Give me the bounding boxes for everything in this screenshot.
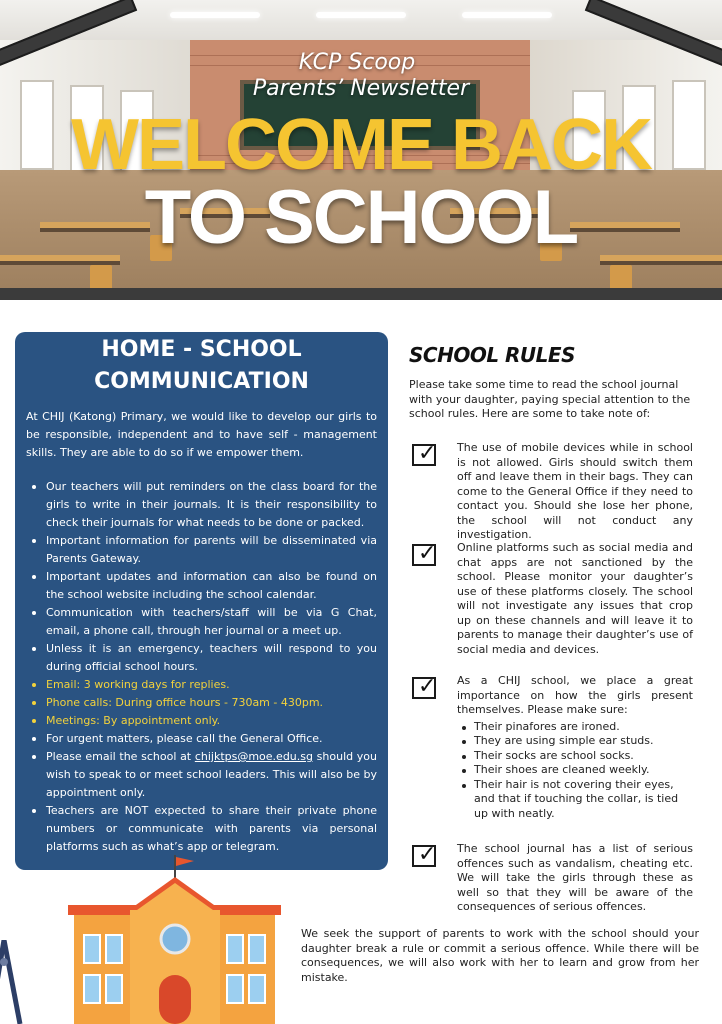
hero-banner xyxy=(0,0,722,300)
appearance-list xyxy=(457,720,693,822)
list-item: Communication with teachers/staff will be via G Chat, email, a phone call, through her journal or a meet up. xyxy=(26,604,377,640)
check-box-icon: ✓ xyxy=(412,677,436,699)
newsletter-subtitle: Parents’ Newsletter xyxy=(252,76,470,101)
closing-paragraph: We seek the support of parents to work with the school should your daughter break a rule or commit a serious offence. While there will be consequences, we will also work with her to learn and grow from her mistake. xyxy=(301,927,699,984)
check-box-icon: ✓ xyxy=(412,544,436,566)
list-item-meetings: Meetings: By appointment only. xyxy=(26,712,377,730)
check-box-icon: ✓ xyxy=(412,845,436,867)
communication-list xyxy=(26,478,377,856)
appearance-item: Their socks are school socks. xyxy=(457,749,693,764)
list-item: Teachers are NOT expected to share their private phone numbers or communicate with parents via personal platforms such as what’s app or telegram. xyxy=(26,802,377,856)
communication-panel xyxy=(15,332,388,870)
headline-line-1: WELCOME BACK xyxy=(71,105,651,185)
rules-intro: Please take some time to read the school journal with your daughter, paying special attention to the school rules. Here are some to take note of: xyxy=(409,378,691,420)
email-text-after: should you wish to speak to or meet school leaders. This will also be by appointment only. xyxy=(46,750,377,799)
rule-text: Online platforms such as social media and chat apps are not sanctioned by the school. Please monitor your daughter’s use of these platforms closely. The school will not investigate any issues that crop up on these channels and will leave it to parents to manage their daughter’s use of social media and devices. xyxy=(457,541,693,656)
list-item: Important updates and information can also be found on the school website including the school calendar. xyxy=(26,568,377,604)
list-item: For urgent matters, please call the General Office. xyxy=(26,730,377,748)
list-item: Our teachers will put reminders on the class board for the girls to write in their journals. It is their responsibility to check their journals for what needs to be done or packed. xyxy=(26,478,377,532)
school-building-icon xyxy=(62,855,287,1024)
rule-text: The school journal has a list of serious offences such as vandalism, cheating etc. We will take the girls through these as well so that they will be aware of the consequences of serious offences. xyxy=(457,842,693,913)
hero-bottom-band xyxy=(0,288,722,300)
list-item-phone-hours: Phone calls: During office hours - 730am - 430pm. xyxy=(26,694,377,712)
communication-intro: At CHIJ (Katong) Primary, we would like to develop our girls to be responsible, independent and to have self - management skills. They are able to do so if we empower them. xyxy=(26,410,377,459)
rule-text: The use of mobile devices while in school is not allowed. Girls should switch them off and leave them in their bags. They can come to the General Office if they need to contact you. Should she lose her phone, the school will not conduct any investigation. xyxy=(457,441,693,541)
appearance-item: Their shoes are cleaned weekly. xyxy=(457,763,693,778)
appearance-item: They are using simple ear studs. xyxy=(457,734,693,749)
appearance-item: Their pinafores are ironed. xyxy=(457,720,693,735)
compass-icon xyxy=(0,940,50,1024)
ceiling-light xyxy=(170,12,260,18)
email-text-before: Please email the school at xyxy=(46,750,195,763)
list-item-email-sla: Email: 3 working days for replies. xyxy=(26,676,377,694)
list-item: Important information for parents will be disseminated via Parents Gateway. xyxy=(26,532,377,568)
communication-title: HOME - SCHOOL COMMUNICATION xyxy=(94,337,309,394)
ceiling-light xyxy=(462,12,552,18)
school-email-link[interactable]: chijktps@moe.edu.sg xyxy=(194,750,313,763)
headline-line-2: TO SCHOOL xyxy=(144,175,578,260)
appearance-item: Their hair is not covering their eyes, and that if touching the collar, is tied up with neatly. xyxy=(457,778,693,822)
rule-text: As a CHIJ school, we place a great importance on how the girls present themselves. Please make sure: xyxy=(457,674,693,716)
list-item-email-school xyxy=(26,748,377,802)
rules-title: SCHOOL RULES xyxy=(409,343,575,367)
ceiling-light xyxy=(316,12,406,18)
rule-text-block xyxy=(457,674,693,821)
list-item: Unless it is an emergency, teachers will respond to you during official school hours. xyxy=(26,640,377,676)
newsletter-name: KCP Scoop xyxy=(298,50,416,75)
check-box-icon: ✓ xyxy=(412,444,436,466)
